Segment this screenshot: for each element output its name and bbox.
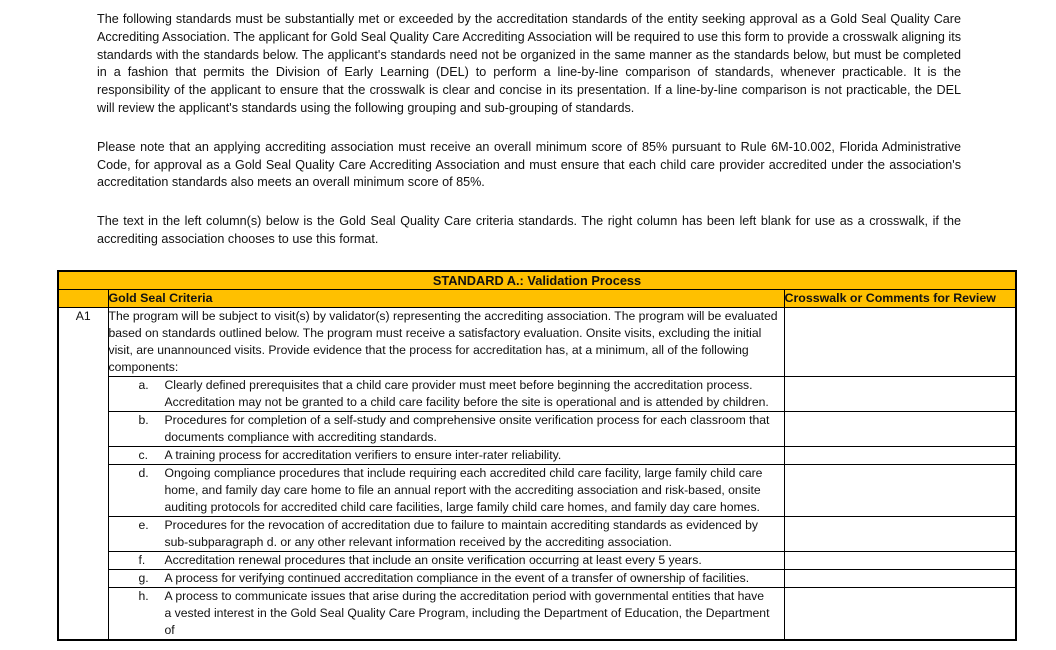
table-row-c: [58, 446, 1016, 464]
crosswalk-cell-d[interactable]: [784, 464, 1016, 516]
intro-section: [97, 0, 961, 249]
header-criteria: Gold Seal Criteria: [108, 289, 784, 307]
table-row-e: [58, 516, 1016, 551]
crosswalk-cell-b[interactable]: [784, 411, 1016, 446]
crosswalk-cell-e[interactable]: [784, 516, 1016, 551]
crosswalk-cell-f[interactable]: [784, 551, 1016, 569]
subitem-letter: b.: [138, 412, 149, 427]
criteria-a1-text: The program will be subject to visit(s) by validator(s) representing the accrediting association. The program will be evaluated based on standards outlined below. The program must receive a satisfactory evaluation. Onsite visits, excluding the initial visit, are unannounced visits. Provide evidence that the process for accreditation has, at a minimum, all of the following components:: [108, 307, 784, 376]
criteria-subitem-g: [109, 570, 784, 587]
table-row-a1: [58, 307, 1016, 376]
table-row-a: [58, 376, 1016, 411]
subitem-letter: f.: [138, 552, 146, 567]
table-row-b: [58, 411, 1016, 446]
table-title: STANDARD A.: Validation Process: [58, 271, 1016, 290]
intro-paragraph-1: The following standards must be substantially met or exceeded by the accreditation standards of the entity seeking approval as a Gold Seal Quality Care Accrediting Association. The applicant for Gold Seal Quality Care Accrediting Association will be required to use this form to provide a crosswalk aligning its standards with the standards below. The applicant's standards need not be organized in the same manner as the standards below, but must be completed in a fashion that permits the Division of Early Learning (DEL) to perform a line-by-line comparison of standards, whenever practicable. It is the responsibility of the applicant to ensure that the crosswalk is clear and concise in its presentation. If a line-by-line comparison is not practicable, the DEL will review the applicant's standards using the following grouping and sub-grouping of standards.: [97, 12, 961, 115]
criteria-subitem-h: [109, 588, 784, 639]
crosswalk-cell-h[interactable]: [784, 587, 1016, 640]
intro-paragraph-3: The text in the left column(s) below is the Gold Seal Quality Care criteria standards. The right column has been left blank for use as a crosswalk, if the accrediting association chooses to use this format.: [97, 214, 961, 246]
subitem-letter: e.: [138, 517, 149, 532]
table-header-row: [58, 289, 1016, 307]
criteria-subitem-f: [109, 552, 784, 569]
criteria-subitem-c: [109, 447, 784, 464]
crosswalk-cell-a1[interactable]: [784, 307, 1016, 376]
intro-paragraph-2: Please note that an applying accrediting association must receive an overall minimum score of 85% pursuant to Rule 6M-10.002, Florida Administrative Code, for approval as a Gold Seal Quality Care Accrediting Association and must ensure that each child care provider accredited under the association's accreditation standards also meets an overall minimum score of 85%.: [97, 139, 961, 190]
crosswalk-cell-c[interactable]: [784, 446, 1016, 464]
subitem-text: Clearly defined prerequisites that a child care provider must meet before beginning the accreditation process. Accreditation may not be granted to a child care facility before the site is operational and is attended by children.: [164, 377, 769, 409]
crosswalk-cell-g[interactable]: [784, 569, 1016, 587]
table-row-d: [58, 464, 1016, 516]
subitem-letter: d.: [138, 465, 149, 480]
subitem-text: A process for verifying continued accreditation compliance in the event of a transfer of ownership of facilities.: [164, 570, 750, 585]
subitem-text: Accreditation renewal procedures that include an onsite verification occurring at least every 5 years.: [164, 552, 702, 567]
criteria-subitem-e: [109, 517, 784, 551]
header-crosswalk: Crosswalk or Comments for Review: [784, 289, 1016, 307]
subitem-text: Procedures for completion of a self-study and comprehensive onsite verification process for each classroom that documents compliance with accrediting standards.: [164, 412, 770, 444]
subitem-letter: h.: [138, 588, 149, 603]
header-id-cell: [58, 289, 108, 307]
subitem-letter: g.: [138, 570, 149, 585]
table-row-h: [58, 587, 1016, 640]
subitem-text: A process to communicate issues that arise during the accreditation period with governmental entities that have a vested interest in the Gold Seal Quality Care Program, including the Department of Education, the Department of: [164, 588, 770, 637]
subitem-text: A training process for accreditation verifiers to ensure inter-rater reliability.: [164, 447, 562, 462]
subitem-letter: c.: [138, 447, 148, 462]
subitem-letter: a.: [138, 377, 149, 392]
subitem-text: Procedures for the revocation of accreditation due to failure to maintain accrediting standards as evidenced by sub-subparagraph d. or any other relevant information received by the accrediting association.: [164, 517, 758, 549]
table-title-row: [58, 271, 1016, 290]
criteria-subitem-a: [109, 377, 784, 411]
table-row-f: [58, 551, 1016, 569]
table-row-g: [58, 569, 1016, 587]
crosswalk-cell-a[interactable]: [784, 376, 1016, 411]
criteria-subitem-b: [109, 412, 784, 446]
row-id-label: A1: [58, 307, 108, 640]
criteria-subitem-d: [109, 465, 784, 516]
standards-table: [57, 270, 1017, 641]
subitem-text: Ongoing compliance procedures that include requiring each accredited child care facility, large family child care home, and family day care home to file an annual report with the accrediting association and risk-based, onsite auditing protocols for accredited child care facilities, large family child care homes, and family day care homes.: [164, 465, 763, 514]
